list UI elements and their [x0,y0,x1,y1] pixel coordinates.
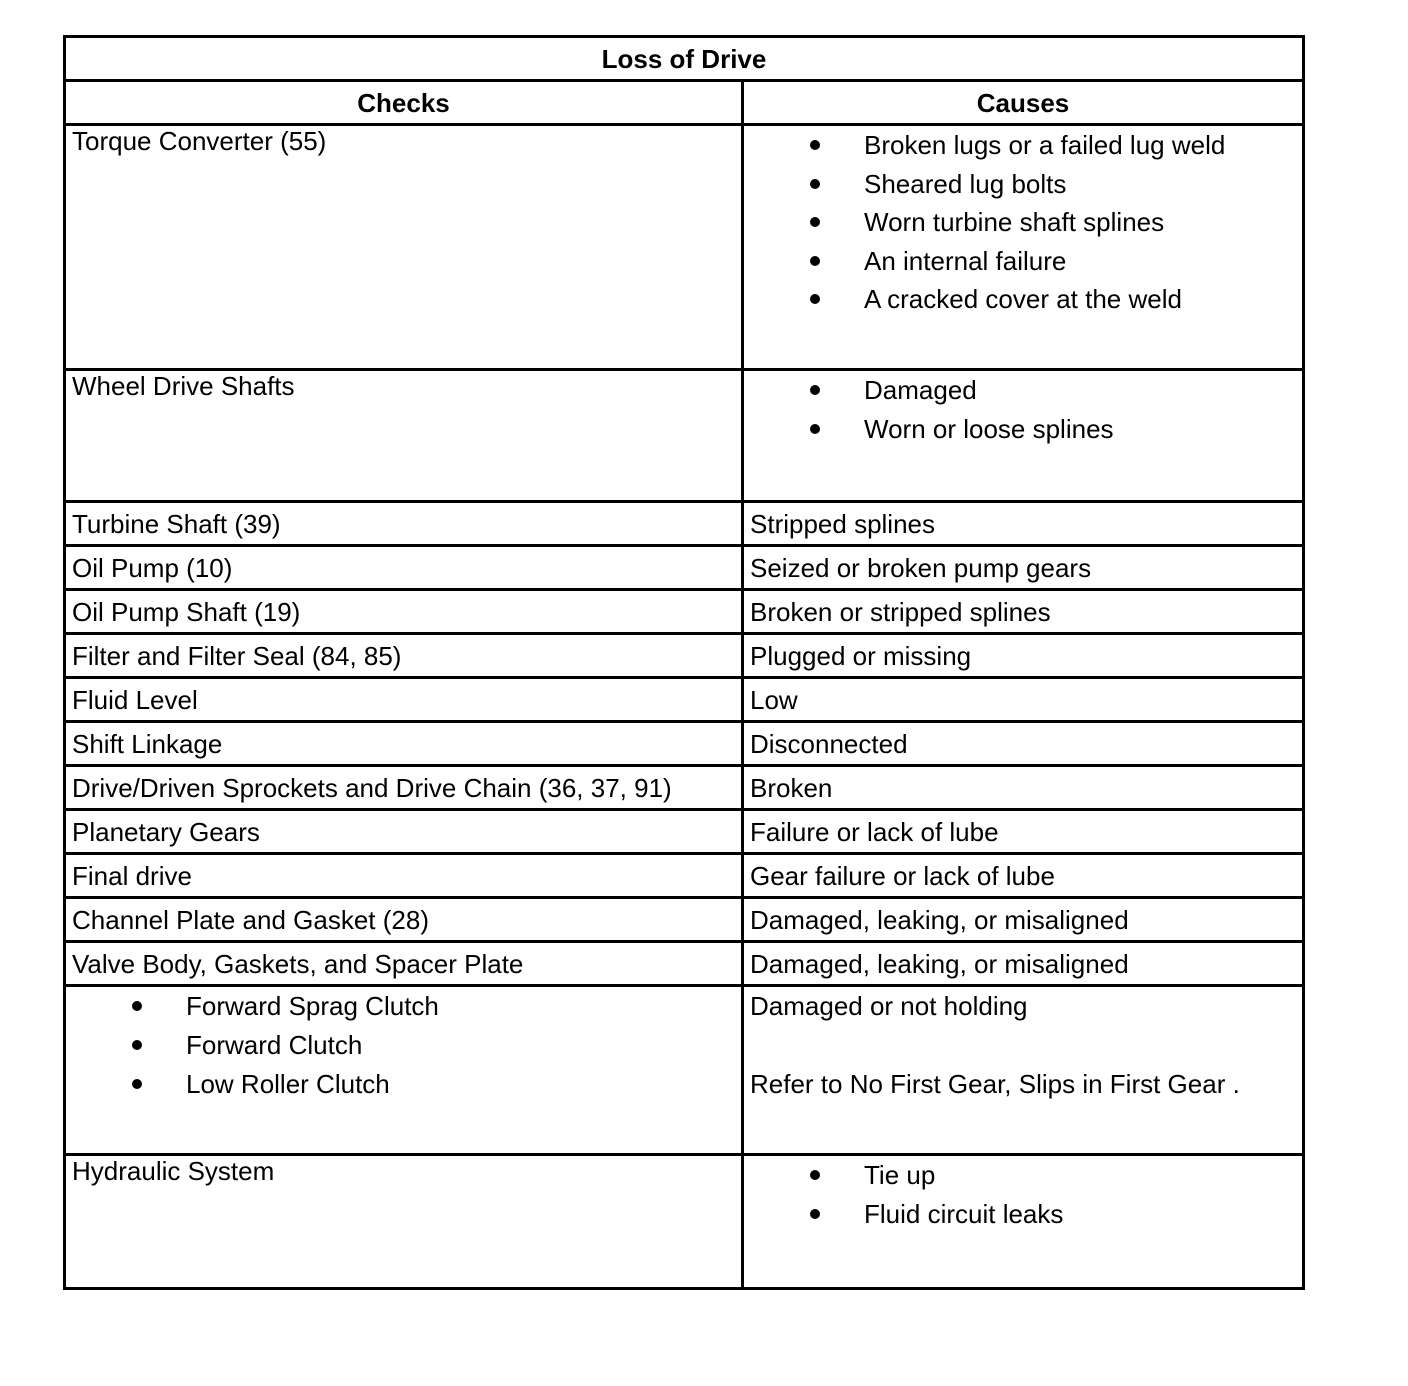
cause-text: Worn turbine shaft splines [864,207,1165,237]
check-text: Forward Sprag Clutch [186,991,439,1021]
cause-cell: Failure or lack of lube [743,810,1304,854]
cause-text: Damaged [864,375,977,405]
check-cell: Hydraulic System [65,1155,743,1289]
bullet-icon [810,217,820,227]
cause-cell [743,1155,1304,1289]
cause-cell: Damaged, leaking, or misaligned [743,898,1304,942]
list-item [750,242,1296,281]
table-row [65,898,1304,942]
cause-cell: Seized or broken pump gears [743,546,1304,590]
bullet-icon [810,179,820,189]
cause-cell: Broken [743,766,1304,810]
check-cell: Wheel Drive Shafts [65,370,743,502]
list-item [750,203,1296,242]
bullet-icon [132,1040,142,1050]
list-item [750,1156,1296,1195]
check-cell: Fluid Level [65,678,743,722]
cause-cell: Broken or stripped splines [743,590,1304,634]
check-text: Forward Clutch [186,1030,363,1060]
cause-cell: Low [743,678,1304,722]
table-row [65,370,1304,502]
cause-cell [743,370,1304,502]
cause-list [750,126,1296,319]
check-list [72,987,735,1104]
bullet-icon [810,1209,820,1219]
cause-cell: Gear failure or lack of lube [743,854,1304,898]
list-item [750,126,1296,165]
cause-text: Tie up [864,1160,936,1190]
check-cell: Oil Pump (10) [65,546,743,590]
check-cell: Final drive [65,854,743,898]
check-cell: Valve Body, Gaskets, and Spacer Plate [65,942,743,986]
reference-note: Refer to No First Gear, Slips in First Gear . [750,1069,1240,1099]
table-row [65,766,1304,810]
check-cell: Torque Converter (55) [65,125,743,370]
list-item [750,280,1296,319]
bullet-icon [810,1170,820,1180]
check-cell: Oil Pump Shaft (19) [65,590,743,634]
list-item [72,1065,735,1104]
check-cell: Turbine Shaft (39) [65,502,743,546]
check-cell: Shift Linkage [65,722,743,766]
cause-text: Fluid circuit leaks [864,1198,1064,1229]
table-row [65,125,1304,370]
table-row [65,810,1304,854]
table-row [65,590,1304,634]
check-cell [65,986,743,1155]
cause-cell: Damaged, leaking, or misaligned [743,942,1304,986]
bullet-icon [810,385,820,395]
table-row [65,678,1304,722]
list-item [750,165,1296,204]
check-cell: Filter and Filter Seal (84, 85) [65,634,743,678]
bullet-icon [810,294,820,304]
table-row [65,942,1304,986]
causes-header: Causes [743,81,1304,125]
cause-cell: Stripped splines [743,502,1304,546]
table-row [65,854,1304,898]
check-cell: Drive/Driven Sprockets and Drive Chain (36, 37, 91) [65,766,743,810]
list-item [72,1026,735,1065]
cause-cell [743,986,1304,1155]
cause-text: An internal failure [864,245,1067,276]
loss-of-drive-table [63,35,1305,1290]
list-item [750,1195,1296,1234]
cause-list [750,1156,1296,1233]
checks-header: Checks [65,81,743,125]
cause-list [750,371,1296,448]
table-title: Loss of Drive [65,37,1304,81]
cause-text: Damaged or not holding [750,991,1028,1021]
table-row [65,502,1304,546]
cause-text: Worn or loose splines [864,413,1114,444]
table-row [65,722,1304,766]
cause-text: Sheared lug bolts [864,168,1067,199]
table-row [65,546,1304,590]
table-row [65,634,1304,678]
table-row [65,986,1304,1155]
cause-cell: Disconnected [743,722,1304,766]
check-cell: Planetary Gears [65,810,743,854]
bullet-icon [132,1001,142,1011]
bullet-icon [810,424,820,434]
table-row [65,1155,1304,1289]
cause-text: A cracked cover at the weld [864,284,1182,314]
cause-text: Broken lugs or a failed lug weld [864,130,1226,160]
bullet-icon [810,140,820,150]
cause-cell: Plugged or missing [743,634,1304,678]
bullet-icon [810,256,820,266]
check-text: Low Roller Clutch [186,1069,390,1099]
list-item [750,410,1296,449]
check-cell: Channel Plate and Gasket (28) [65,898,743,942]
bullet-icon [132,1079,142,1089]
list-item [72,987,735,1026]
cause-cell [743,125,1304,370]
list-item [750,371,1296,410]
